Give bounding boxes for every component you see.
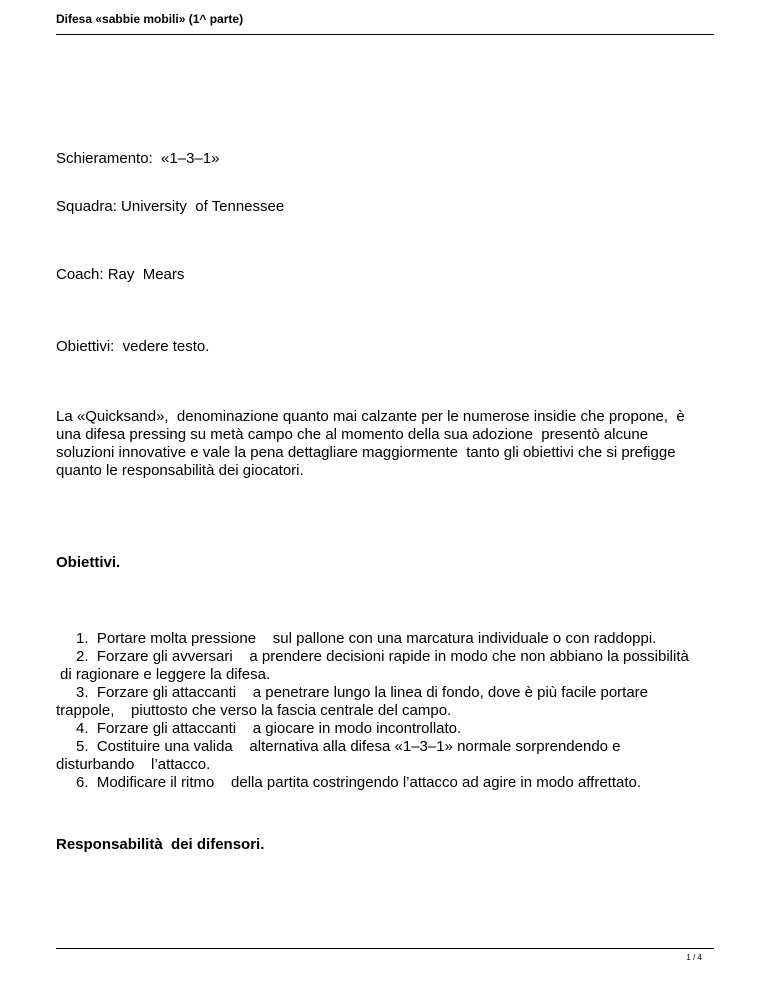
- list-item-continuation: di ragionare e leggere la difesa.: [60, 666, 271, 683]
- objectives-list: [56, 630, 736, 792]
- list-item: 1. Portare molta pressione sul pallone con una marcatura individuale o con raddoppi.: [76, 630, 657, 647]
- list-item: 6. Modificare il ritmo della partita costringendo l’attacco ad agire in modo affrettato.: [76, 774, 642, 791]
- page-header-title: Difesa «sabbie mobili» (1^ parte): [56, 12, 244, 26]
- list-item: 5. Costituire una valida alternativa alla difesa «1–3–1» normale sorprendendo e: [76, 738, 621, 755]
- footer-divider: [56, 948, 714, 949]
- intro-paragraph: [56, 408, 716, 480]
- objectives-heading: Obiettivi.: [56, 554, 121, 571]
- list-item: 4. Forzare gli attaccanti a giocare in modo incontrollato.: [76, 720, 462, 737]
- page-number: 1 / 4: [686, 953, 702, 962]
- intro-line: quanto le responsabilità dei giocatori.: [56, 462, 304, 479]
- coach-line: Coach: Ray Mears: [56, 266, 185, 283]
- list-item-continuation: trappole, piuttosto che verso la fascia centrale del campo.: [56, 702, 452, 719]
- list-item: 2. Forzare gli avversari a prendere decisioni rapide in modo che non abbiano la possibilità: [76, 648, 689, 665]
- intro-line: una difesa pressing su metà campo che al momento della sua adozione presentò alcune: [56, 426, 649, 443]
- header-divider: [56, 34, 714, 35]
- obiettivi-line: Obiettivi: vedere testo.: [56, 338, 210, 355]
- intro-line: La «Quicksand», denominazione quanto mai calzante per le numerose insidie che propone, è: [56, 408, 685, 425]
- intro-line: soluzioni innovative e vale la pena dettagliare maggiormente tanto gli obiettivi che si prefigge: [56, 444, 676, 461]
- squadra-line: Squadra: University of Tennessee: [56, 198, 285, 215]
- schieramento-line: Schieramento: «1–3–1»: [56, 150, 220, 167]
- responsibilities-heading: Responsabilità dei difensori.: [56, 836, 265, 853]
- list-item: 3. Forzare gli attaccanti a penetrare lungo la linea di fondo, dove è più facile portare: [76, 684, 649, 701]
- list-item-continuation: disturbando l’attacco.: [56, 756, 211, 773]
